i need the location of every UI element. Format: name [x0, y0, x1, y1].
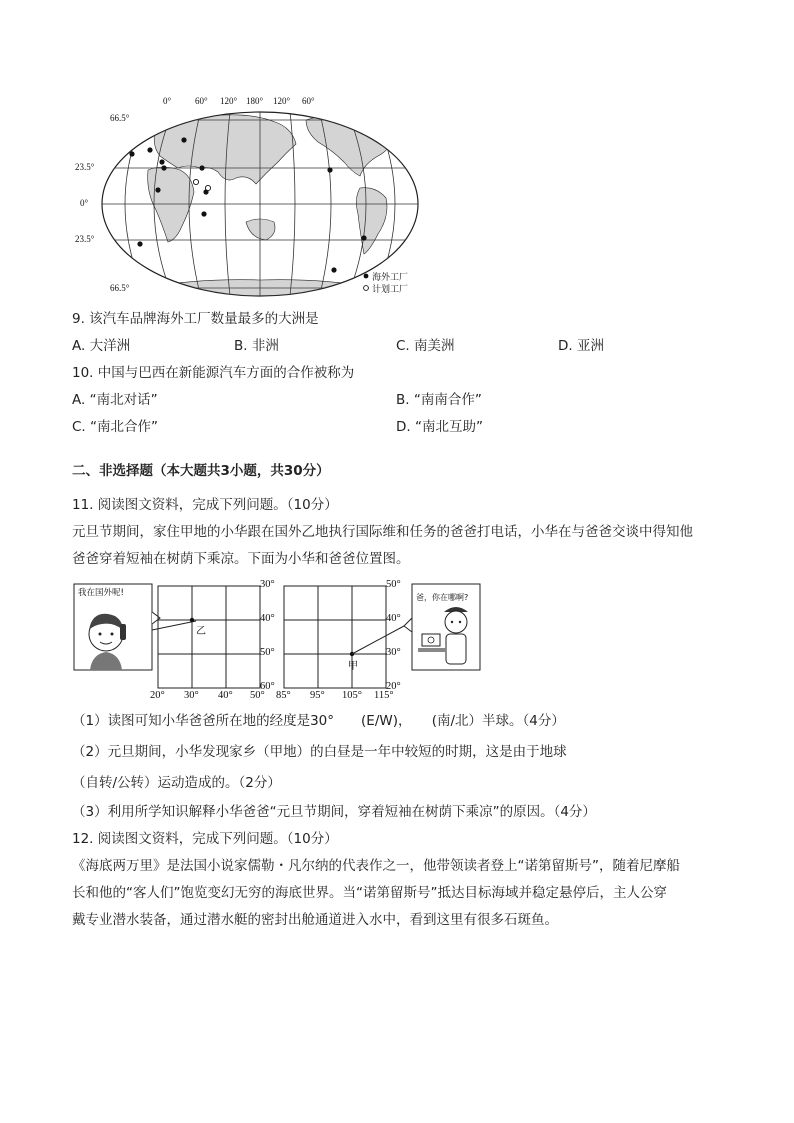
position-figure — [72, 578, 492, 704]
grid2-lon-label: 85° — [276, 690, 291, 701]
q11-sub2-line1: （2）元旦期间，小华发现家乡（甲地）的白昼是一年中较短的时期，这是由于地球 — [72, 744, 567, 760]
grid2-lon-label: 95° — [310, 690, 325, 701]
q11-sub1: （1）读图可知小华爸爸所在地的经度是30° (E/W)， (南/北）半球。（4分） — [72, 713, 565, 729]
grid1-lon-label: 30° — [184, 690, 199, 701]
q12-paragraph-line: 戴专业潜水装备，通过潜水艇的密封出舱通道进入水中，看到这里有很多石斑鱼。 — [72, 912, 558, 928]
grid1-lon-label: 50° — [250, 690, 265, 701]
legend-overseas-marker — [364, 274, 369, 279]
q10-option-a: A. “南北对话” — [72, 392, 158, 408]
q12-paragraph-line: 长和他的“客人们”饱览变幻无穷的海底世界。当“诺第留斯号”抵达目标海域并稳定悬停后，主人公穿 — [72, 885, 667, 901]
map-lat-label: 23.5° — [75, 162, 95, 172]
grid2-lon-label: 105° — [342, 690, 362, 701]
legend-planned-marker — [364, 286, 369, 291]
q12-stem: 12. 阅读图文资料，完成下列问题。（10分） — [72, 831, 338, 847]
map-lat-label: 66.5° — [110, 113, 130, 123]
legend-planned-label: 计划工厂 — [372, 284, 409, 294]
q11-paragraph-line: 元旦节期间，家住甲地的小华跟在国外乙地执行国际维和任务的爸爸打电话，小华在与爸爸交谈中得知他 — [72, 524, 693, 540]
map-lon-label: 60° — [302, 96, 315, 106]
q11-sub2-line2: （自转/公转）运动造成的。（2分） — [72, 775, 281, 791]
q9-option-d: D. 亚洲 — [558, 338, 604, 354]
point-yi-label: 乙 — [196, 626, 206, 637]
map-lon-label: 180° — [246, 96, 264, 106]
bubble-left-text: 我在国外呢! — [78, 588, 124, 598]
map-lon-label: 120° — [273, 96, 291, 106]
q11-stem: 11. 阅读图文资料，完成下列问题。（10分） — [72, 497, 338, 513]
map-lat-label: 0° — [80, 198, 89, 208]
q10-option-d: D. “南北互助” — [396, 419, 483, 435]
world-map — [60, 92, 420, 304]
map-lon-label: 120° — [220, 96, 238, 106]
q9-option-b: B. 非洲 — [234, 338, 279, 354]
q10-stem: 10. 中国与巴西在新能源汽车方面的合作被称为 — [72, 365, 355, 381]
grid2-lon-label: 115° — [374, 690, 394, 701]
map-lon-label: 0° — [163, 96, 172, 106]
world-map-figure — [60, 92, 420, 304]
map-lat-label: 23.5° — [75, 234, 95, 244]
grid1-lat-label: 50° — [260, 647, 275, 658]
q9-stem: 9. 该汽车品牌海外工厂数量最多的大洲是 — [72, 311, 319, 327]
point-jia-label: 甲 — [348, 661, 358, 672]
grid1-lat-label: 30° — [260, 579, 275, 590]
q10-option-c: C. “南北合作” — [72, 419, 158, 435]
bubble-right-text: 爸，你在哪啊? — [416, 593, 469, 602]
q9-option-a: A. 大洋洲 — [72, 338, 131, 354]
grid2-lat-label: 20° — [386, 681, 401, 692]
q9-option-c: C. 南美洲 — [396, 338, 455, 354]
section-title: 二、非选择题（本大题共3小题，共30分） — [72, 463, 330, 479]
grid1-lat-label: 60° — [260, 681, 275, 692]
grid1-lat-label: 40° — [260, 613, 275, 624]
q10-option-b: B. “南南合作” — [396, 392, 482, 408]
grid2-lat-label: 50° — [386, 579, 401, 590]
grid2-lat-label: 30° — [386, 647, 401, 658]
map-lon-label: 60° — [195, 96, 208, 106]
grid1-lon-label: 40° — [218, 690, 233, 701]
q11-paragraph-line: 爸爸穿着短袖在树荫下乘凉。下面为小华和爸爸位置图。 — [72, 551, 410, 567]
q12-paragraph-line: 《海底两万里》是法国小说家儒勒・凡尔纳的代表作之一，他带领读者登上“诺第留斯号”，随着尼摩船 — [72, 858, 680, 874]
grid2-lat-label: 40° — [386, 613, 401, 624]
map-lat-label: 66.5° — [110, 283, 130, 293]
q11-sub3: （3）利用所学知识解释小华爸爸“元旦节期间，穿着短袖在树荫下乘凉”的原因。（4分） — [72, 804, 596, 820]
legend-overseas-label: 海外工厂 — [372, 272, 409, 282]
grid1-lon-label: 20° — [150, 690, 165, 701]
